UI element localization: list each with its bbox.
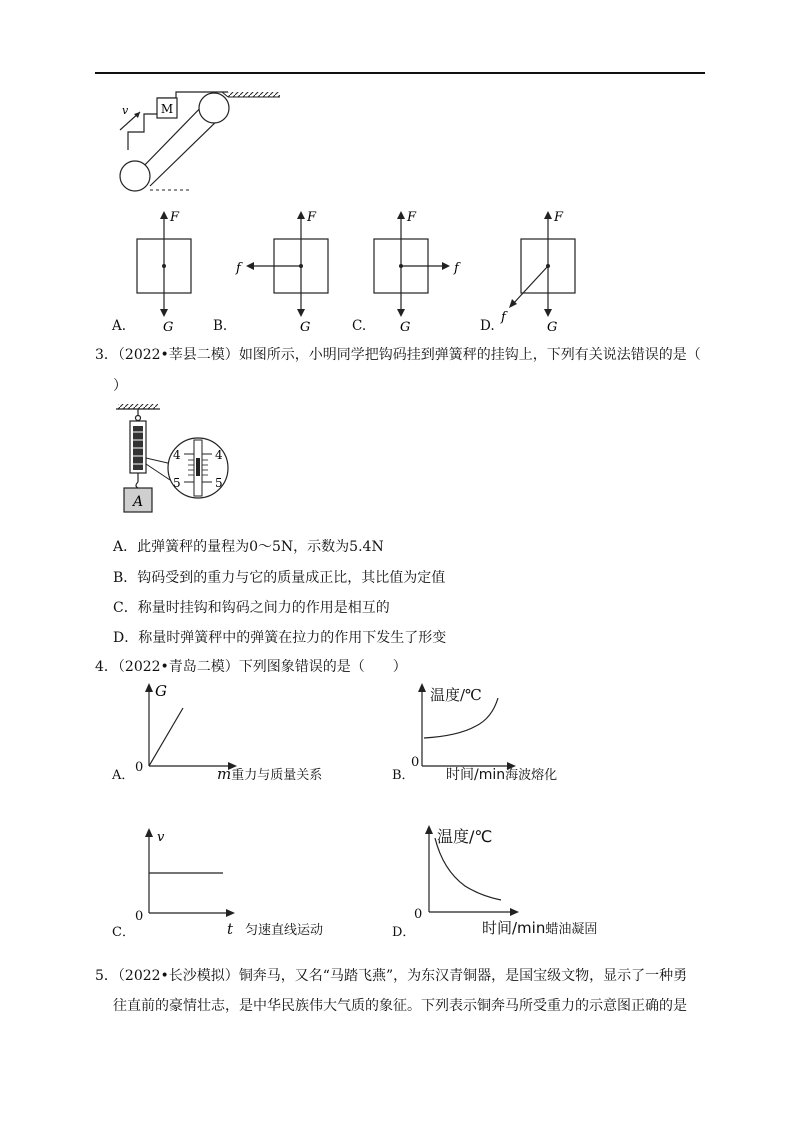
x-axis-label: m: [217, 765, 232, 783]
option-c[interactable]: C．称量时挂钩和钩码之间力的作用是相互的: [113, 600, 390, 616]
x-axis-label: 时间/min: [446, 767, 506, 783]
force-f-label: F: [554, 210, 564, 225]
spring-scale-figure: [110, 402, 240, 514]
force-g-label: G: [300, 320, 311, 335]
diagram-c-letter: C.: [352, 318, 367, 334]
block-m-label: M: [160, 102, 174, 116]
graph-b-caption: 海波熔化: [505, 768, 558, 783]
question-5: [95, 966, 687, 986]
x-axis-label: t: [227, 920, 234, 938]
graph-a-letter: A．: [112, 768, 135, 783]
option-b[interactable]: B．钩码受到的重力与它的质量成正比，其比值为定值: [113, 570, 446, 586]
force-g-label: G: [547, 320, 558, 335]
question-number: 5．: [95, 968, 118, 984]
header-rule: [95, 72, 705, 74]
question-source: （2022•青岛二模）: [117, 659, 239, 675]
friction-label: f: [454, 261, 459, 276]
graph-c-origin: 0: [135, 909, 144, 924]
force-diagram-a: [125, 205, 205, 335]
graph-b-x-label-group: [446, 764, 557, 784]
question-stem: 下列图象错误的是（ ）: [238, 659, 407, 675]
y-axis-label: G: [155, 682, 167, 700]
y-axis-label: v: [157, 830, 165, 845]
scale-mark-5-right: 5: [215, 476, 223, 490]
graph-b-y-label: 温度/℃: [430, 686, 482, 704]
x-axis-label: 时间/min: [482, 919, 546, 937]
scale-mark-4-left: 4: [173, 448, 181, 462]
diagram-b-letter: B.: [213, 318, 228, 334]
graph-d-x-label-group: [482, 917, 597, 938]
graph-d-y-label: 温度/℃: [437, 827, 493, 846]
graph-c-caption: 匀速直线运动: [245, 923, 324, 938]
graph-d-origin: 0: [414, 907, 423, 922]
question-source: （2022•莘县二模）: [117, 347, 239, 363]
graph-a-x-label-group: [217, 764, 322, 783]
friction-label: f: [236, 261, 241, 276]
option-d[interactable]: D．称量时弹簧秤中的弹簧在拉力的作用下发生了形变: [113, 630, 447, 646]
force-diagram-c: [362, 205, 472, 335]
friction-label: f: [501, 310, 506, 325]
question-stem: 铜奔马，又名“马踏飞燕”，为东汉青铜器，是国宝级文物，显示了一种勇: [238, 968, 688, 984]
graph-d-letter: D．: [392, 925, 416, 940]
option-a[interactable]: A．此弹簧秤的量程为0～5N，示数为5.4N: [113, 539, 384, 555]
question-3: [95, 345, 701, 365]
force-diagram-b: [232, 205, 332, 335]
force-g-label: G: [400, 320, 411, 335]
question-stem: 如图所示，小明同学把钩码挂到弹簧秤的挂钩上，下列有关说法错误的是（: [238, 347, 701, 363]
graph-c-x-label-group: [227, 919, 323, 938]
conveyor-figure: [110, 90, 290, 200]
diagram-d-letter: D.: [480, 318, 495, 334]
graph-a-caption: 重力与质量关系: [231, 768, 323, 783]
diagram-a-letter: A.: [112, 318, 127, 334]
force-g-label: G: [163, 320, 174, 335]
scale-mark-5-left: 5: [173, 476, 181, 490]
question-3-stem-end: ）: [113, 378, 127, 394]
graph-b-letter: B．: [392, 768, 415, 783]
block-a-label: A: [132, 494, 144, 510]
graph-b-origin: 0: [411, 755, 420, 770]
scale-mark-4-right: 4: [215, 448, 223, 462]
force-diagram-d: [495, 205, 585, 335]
question-number: 3．: [95, 347, 118, 363]
graph-d-caption: 蜡油凝固: [545, 922, 598, 937]
velocity-label: v: [122, 104, 129, 117]
graph-c-letter: C．: [112, 925, 135, 940]
question-4: [95, 657, 407, 677]
question-5-stem-line2: 往直前的豪情壮志，是中华民族伟大气质的象征。下列表示铜奔马所受重力的示意图正确的是: [113, 998, 687, 1014]
force-f-label: F: [407, 210, 417, 225]
graph-c: [145, 823, 255, 923]
force-f-label: F: [307, 210, 317, 225]
question-source: （2022•长沙模拟）: [117, 968, 239, 984]
graph-a-origin: 0: [135, 760, 144, 775]
force-f-label: F: [170, 210, 180, 225]
question-number: 4．: [95, 659, 118, 675]
